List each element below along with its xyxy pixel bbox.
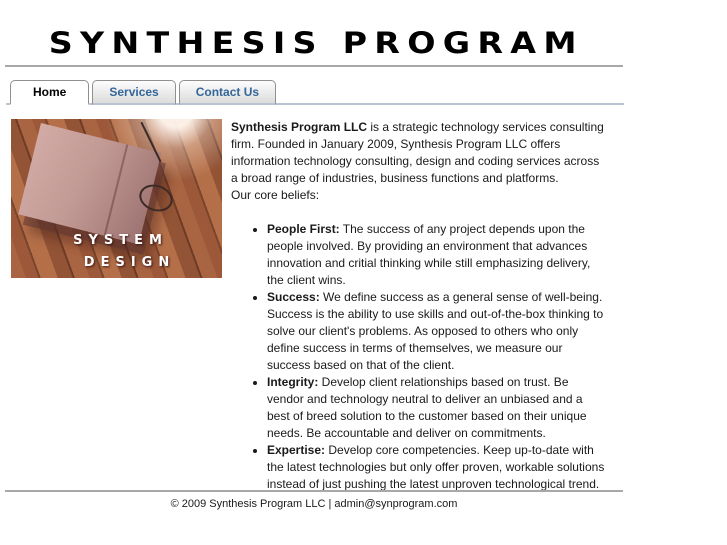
beliefs-heading: Our core beliefs: bbox=[231, 188, 320, 202]
belief-success: • Success: We define success as a general sense of well-being. Success is the ability to use skills and out-of-the-box thinking to solve our client's problems. As opposed to others who only define success in terms of themselves, we measure our success based on that of the client. bbox=[267, 289, 607, 374]
photo-caption-design: DESIGN bbox=[83, 255, 176, 270]
system-design-book-photo bbox=[11, 119, 222, 278]
book-shape bbox=[18, 123, 161, 244]
intro-text: is a strategic technology services consulting firm. Founded in January 2009, Synthesis Program LLC offers information technology consulting, design and coding services across a broad range of industries, business functions and platforms. bbox=[231, 120, 604, 185]
belief-integrity: • Integrity: Develop client relationships based on trust. Be vendor and technology neutral to deliver an unbiased and a best of breed solution to the customer based on their unique needs. Be accountable and deliver on commitments. bbox=[267, 374, 607, 442]
tab-services[interactable]: Services bbox=[92, 80, 175, 105]
belief-expertise: • Expertise: Develop core competencies. Keep up-to-date with the latest technologies but only offer proven, workable solutions instead of just pushing the latest unproven technological trend. bbox=[267, 442, 607, 493]
tab-contact-us[interactable]: Contact Us bbox=[179, 80, 276, 105]
intro-copy bbox=[231, 119, 607, 493]
site-header bbox=[0, 0, 632, 62]
header-divider bbox=[5, 65, 623, 67]
intro-paragraph bbox=[231, 119, 607, 187]
tab-home[interactable]: Home bbox=[10, 80, 89, 105]
company-name: Synthesis Program LLC bbox=[231, 120, 368, 134]
belief-people-first: • People First: The success of any project depends upon the people involved. By providing an environment that advances innovation and critial thinking while still emphasizing delivery, the client wins. bbox=[267, 221, 607, 289]
photo-caption-system: SYSTEM bbox=[73, 233, 168, 248]
main-content bbox=[11, 119, 727, 493]
site-logo: SYNTHESIS PROGRAM bbox=[48, 25, 584, 61]
page-footer bbox=[5, 490, 623, 510]
beliefs-list bbox=[231, 221, 607, 493]
tab-bar bbox=[6, 80, 624, 105]
copyright-text: © 2009 Synthesis Program LLC | admin@synprogram.com bbox=[170, 498, 458, 510]
